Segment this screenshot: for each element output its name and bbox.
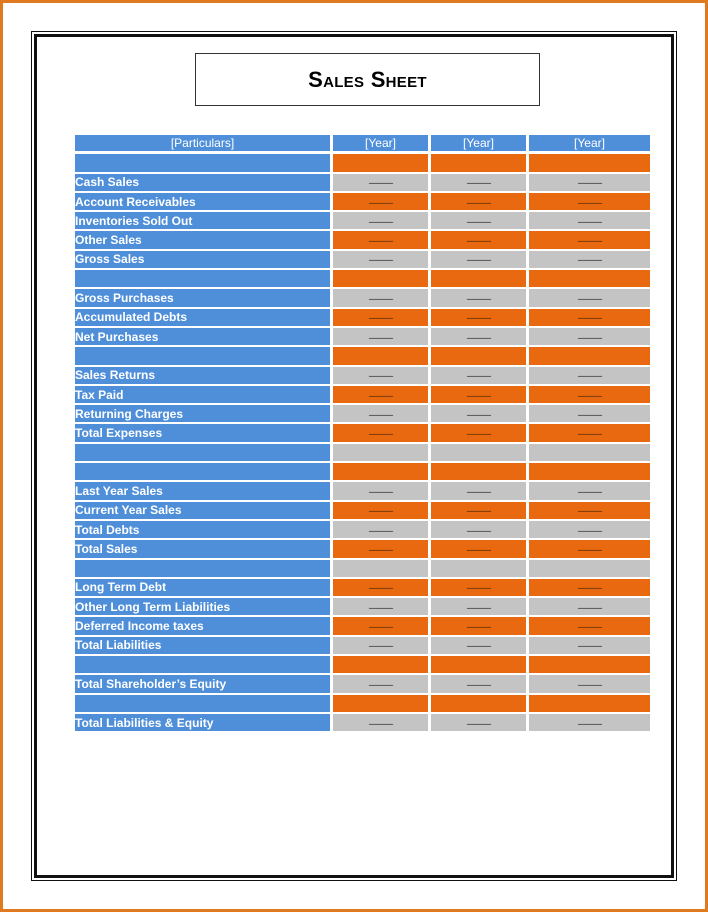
value-cell[interactable]: [431, 560, 529, 579]
table-row: [75, 270, 650, 289]
table-row: [75, 560, 650, 579]
table-row: [75, 424, 650, 443]
placeholder-dashes: ------------: [368, 679, 393, 690]
placeholder-dashes: ------------: [577, 390, 602, 401]
value-cell[interactable]: [431, 617, 529, 636]
row-label: Total Liabilities & Equity: [75, 714, 333, 733]
table-row: [75, 309, 650, 328]
value-cell[interactable]: [529, 212, 650, 231]
value-cell[interactable]: [333, 251, 431, 270]
value-cell[interactable]: [431, 328, 529, 347]
value-cell[interactable]: [431, 521, 529, 540]
placeholder-dashes: ------------: [577, 236, 602, 247]
row-label: [75, 154, 333, 173]
placeholder-dashes: ------------: [466, 506, 491, 517]
value-cell[interactable]: [333, 656, 431, 675]
placeholder-dashes: ------------: [577, 371, 602, 382]
placeholder-dashes: ------------: [577, 255, 602, 266]
row-label: [75, 695, 333, 714]
placeholder-dashes: ------------: [466, 641, 491, 652]
table-row: [75, 695, 650, 714]
value-cell[interactable]: [431, 289, 529, 308]
value-cell[interactable]: [431, 212, 529, 231]
placeholder-dashes: ------------: [466, 602, 491, 613]
row-label: Total Expenses: [75, 424, 333, 443]
row-label: Inventories Sold Out: [75, 212, 333, 231]
table-row: [75, 675, 650, 694]
placeholder-dashes: ------------: [368, 236, 393, 247]
value-cell[interactable]: [333, 521, 431, 540]
value-cell[interactable]: [431, 637, 529, 656]
placeholder-dashes: ------------: [368, 255, 393, 266]
value-cell[interactable]: [529, 502, 650, 521]
table-row: [75, 289, 650, 308]
value-cell[interactable]: [529, 347, 650, 366]
value-cell[interactable]: [333, 598, 431, 617]
table-row: [75, 444, 650, 463]
value-cell[interactable]: [529, 386, 650, 405]
placeholder-dashes: ------------: [466, 294, 491, 305]
table-row: [75, 328, 650, 347]
table-row: [75, 617, 650, 636]
value-cell[interactable]: [431, 231, 529, 250]
table-row: [75, 347, 650, 366]
placeholder-dashes: ------------: [368, 641, 393, 652]
value-cell[interactable]: [431, 405, 529, 424]
placeholder-dashes: ------------: [577, 409, 602, 420]
value-cell[interactable]: [529, 598, 650, 617]
placeholder-dashes: ------------: [466, 583, 491, 594]
placeholder-dashes: ------------: [368, 583, 393, 594]
value-cell[interactable]: [333, 154, 431, 173]
value-cell[interactable]: [529, 521, 650, 540]
table-row: [75, 579, 650, 598]
value-cell[interactable]: [333, 714, 431, 733]
title-box: [195, 53, 540, 106]
placeholder-dashes: ------------: [577, 313, 602, 324]
value-cell[interactable]: [431, 695, 529, 714]
placeholder-dashes: ------------: [577, 178, 602, 189]
value-cell[interactable]: [333, 231, 431, 250]
placeholder-dashes: ------------: [368, 294, 393, 305]
placeholder-dashes: ------------: [577, 294, 602, 305]
value-cell[interactable]: [431, 463, 529, 482]
value-cell[interactable]: [529, 309, 650, 328]
value-cell[interactable]: [529, 560, 650, 579]
value-cell[interactable]: [431, 251, 529, 270]
row-label: Account Receivables: [75, 193, 333, 212]
row-label: [75, 347, 333, 366]
value-cell[interactable]: [431, 174, 529, 193]
table-row: [75, 502, 650, 521]
placeholder-dashes: ------------: [577, 525, 602, 536]
placeholder-dashes: ------------: [368, 332, 393, 343]
row-label: Returning Charges: [75, 405, 333, 424]
placeholder-dashes: ------------: [466, 197, 491, 208]
placeholder-dashes: ------------: [577, 506, 602, 517]
row-label: Total Liabilities: [75, 637, 333, 656]
row-label: Cash Sales: [75, 174, 333, 193]
placeholder-dashes: ------------: [577, 718, 602, 729]
row-label: Total Debts: [75, 521, 333, 540]
row-label: Net Purchases: [75, 328, 333, 347]
value-cell[interactable]: [529, 174, 650, 193]
table-row: [75, 251, 650, 270]
placeholder-dashes: ------------: [466, 622, 491, 633]
placeholder-dashes: ------------: [466, 216, 491, 227]
placeholder-dashes: ------------: [466, 178, 491, 189]
value-cell[interactable]: [529, 463, 650, 482]
table-row: [75, 521, 650, 540]
value-cell[interactable]: [431, 367, 529, 386]
placeholder-dashes: ------------: [577, 679, 602, 690]
value-cell[interactable]: [431, 482, 529, 501]
placeholder-dashes: ------------: [368, 622, 393, 633]
value-cell[interactable]: [431, 193, 529, 212]
value-cell[interactable]: [333, 463, 431, 482]
header-row: [75, 135, 650, 154]
value-cell[interactable]: [529, 328, 650, 347]
value-cell[interactable]: [333, 328, 431, 347]
value-cell[interactable]: [529, 270, 650, 289]
value-cell[interactable]: [431, 675, 529, 694]
placeholder-dashes: ------------: [577, 429, 602, 440]
placeholder-dashes: ------------: [466, 409, 491, 420]
placeholder-dashes: ------------: [368, 409, 393, 420]
placeholder-dashes: ------------: [368, 718, 393, 729]
row-label: Total Sales: [75, 540, 333, 559]
placeholder-dashes: ------------: [577, 197, 602, 208]
table-row: [75, 212, 650, 231]
table-row: [75, 656, 650, 675]
placeholder-dashes: ------------: [368, 602, 393, 613]
value-cell[interactable]: [529, 154, 650, 173]
placeholder-dashes: ------------: [368, 486, 393, 497]
value-cell[interactable]: [529, 251, 650, 270]
table-row: [75, 174, 650, 193]
row-label: Total Shareholder’s Equity: [75, 675, 333, 694]
value-cell[interactable]: [529, 656, 650, 675]
value-cell[interactable]: [333, 386, 431, 405]
placeholder-dashes: ------------: [368, 506, 393, 517]
header-year-3: [Year]: [529, 135, 650, 154]
value-cell[interactable]: [529, 424, 650, 443]
placeholder-dashes: ------------: [577, 641, 602, 652]
placeholder-dashes: ------------: [577, 216, 602, 227]
value-cell[interactable]: [333, 482, 431, 501]
row-label: Long Term Debt: [75, 579, 333, 598]
placeholder-dashes: ------------: [368, 390, 393, 401]
value-cell[interactable]: [333, 212, 431, 231]
value-cell[interactable]: [333, 347, 431, 366]
value-cell[interactable]: [333, 502, 431, 521]
value-cell[interactable]: [529, 289, 650, 308]
sales-sheet-table: [75, 135, 650, 733]
row-label: Sales Returns: [75, 367, 333, 386]
value-cell[interactable]: [431, 579, 529, 598]
value-cell[interactable]: [431, 714, 529, 733]
value-cell[interactable]: [431, 386, 529, 405]
value-cell[interactable]: [333, 695, 431, 714]
row-label: Tax Paid: [75, 386, 333, 405]
placeholder-dashes: ------------: [577, 332, 602, 343]
placeholder-dashes: ------------: [368, 544, 393, 555]
row-label: [75, 270, 333, 289]
table-row: [75, 231, 650, 250]
row-label: [75, 656, 333, 675]
placeholder-dashes: ------------: [466, 390, 491, 401]
table-row: [75, 540, 650, 559]
value-cell[interactable]: [529, 540, 650, 559]
row-label: Deferred Income taxes: [75, 617, 333, 636]
placeholder-dashes: ------------: [368, 178, 393, 189]
table-row: [75, 367, 650, 386]
table-row: [75, 154, 650, 173]
value-cell[interactable]: [529, 695, 650, 714]
placeholder-dashes: ------------: [466, 313, 491, 324]
placeholder-dashes: ------------: [466, 429, 491, 440]
value-cell[interactable]: [431, 270, 529, 289]
value-cell[interactable]: [529, 231, 650, 250]
placeholder-dashes: ------------: [368, 313, 393, 324]
value-cell[interactable]: [333, 193, 431, 212]
value-cell[interactable]: [529, 714, 650, 733]
value-cell[interactable]: [333, 424, 431, 443]
placeholder-dashes: ------------: [466, 679, 491, 690]
value-cell[interactable]: [431, 502, 529, 521]
value-cell[interactable]: [333, 174, 431, 193]
placeholder-dashes: ------------: [368, 197, 393, 208]
value-cell[interactable]: [431, 540, 529, 559]
placeholder-dashes: ------------: [368, 525, 393, 536]
placeholder-dashes: ------------: [466, 255, 491, 266]
value-cell[interactable]: [333, 405, 431, 424]
value-cell[interactable]: [431, 656, 529, 675]
row-label: Other Long Term Liabilities: [75, 598, 333, 617]
placeholder-dashes: ------------: [466, 332, 491, 343]
page-title: Sales Sheet: [308, 66, 427, 92]
placeholder-dashes: ------------: [466, 236, 491, 247]
value-cell[interactable]: [333, 637, 431, 656]
value-cell[interactable]: [431, 424, 529, 443]
row-label: Last Year Sales: [75, 482, 333, 501]
placeholder-dashes: ------------: [368, 371, 393, 382]
value-cell[interactable]: [529, 193, 650, 212]
table-row: [75, 405, 650, 424]
row-label: Gross Purchases: [75, 289, 333, 308]
value-cell[interactable]: [529, 405, 650, 424]
table-body: [75, 154, 650, 733]
placeholder-dashes: ------------: [577, 486, 602, 497]
placeholder-dashes: ------------: [466, 718, 491, 729]
table-row: [75, 714, 650, 733]
row-label: Accumulated Debts: [75, 309, 333, 328]
placeholder-dashes: ------------: [577, 583, 602, 594]
table-row: [75, 482, 650, 501]
value-cell[interactable]: [431, 309, 529, 328]
row-label: [75, 444, 333, 463]
value-cell[interactable]: [333, 560, 431, 579]
value-cell[interactable]: [333, 289, 431, 308]
value-cell[interactable]: [529, 579, 650, 598]
header-year-2: [Year]: [431, 135, 529, 154]
value-cell[interactable]: [333, 675, 431, 694]
value-cell[interactable]: [333, 367, 431, 386]
value-cell[interactable]: [333, 617, 431, 636]
row-label: [75, 560, 333, 579]
value-cell[interactable]: [333, 444, 431, 463]
placeholder-dashes: ------------: [577, 544, 602, 555]
value-cell[interactable]: [529, 482, 650, 501]
value-cell[interactable]: [333, 540, 431, 559]
placeholder-dashes: ------------: [466, 486, 491, 497]
placeholder-dashes: ------------: [368, 429, 393, 440]
table-row: [75, 193, 650, 212]
value-cell[interactable]: [529, 675, 650, 694]
table-row: [75, 463, 650, 482]
placeholder-dashes: ------------: [466, 371, 491, 382]
value-cell[interactable]: [431, 347, 529, 366]
table-row: [75, 598, 650, 617]
row-label: Other Sales: [75, 231, 333, 250]
value-cell[interactable]: [431, 598, 529, 617]
header-particulars: [Particulars]: [75, 135, 333, 154]
value-cell[interactable]: [333, 579, 431, 598]
value-cell[interactable]: [333, 270, 431, 289]
placeholder-dashes: ------------: [466, 544, 491, 555]
placeholder-dashes: ------------: [368, 216, 393, 227]
placeholder-dashes: ------------: [466, 525, 491, 536]
header-year-1: [Year]: [333, 135, 431, 154]
value-cell[interactable]: [529, 444, 650, 463]
table-row: [75, 386, 650, 405]
row-label: [75, 463, 333, 482]
value-cell[interactable]: [431, 444, 529, 463]
value-cell[interactable]: [431, 154, 529, 173]
row-label: Gross Sales: [75, 251, 333, 270]
table-row: [75, 637, 650, 656]
value-cell[interactable]: [529, 637, 650, 656]
value-cell[interactable]: [529, 367, 650, 386]
placeholder-dashes: ------------: [577, 622, 602, 633]
row-label: Current Year Sales: [75, 502, 333, 521]
value-cell[interactable]: [529, 617, 650, 636]
placeholder-dashes: ------------: [577, 602, 602, 613]
value-cell[interactable]: [333, 309, 431, 328]
